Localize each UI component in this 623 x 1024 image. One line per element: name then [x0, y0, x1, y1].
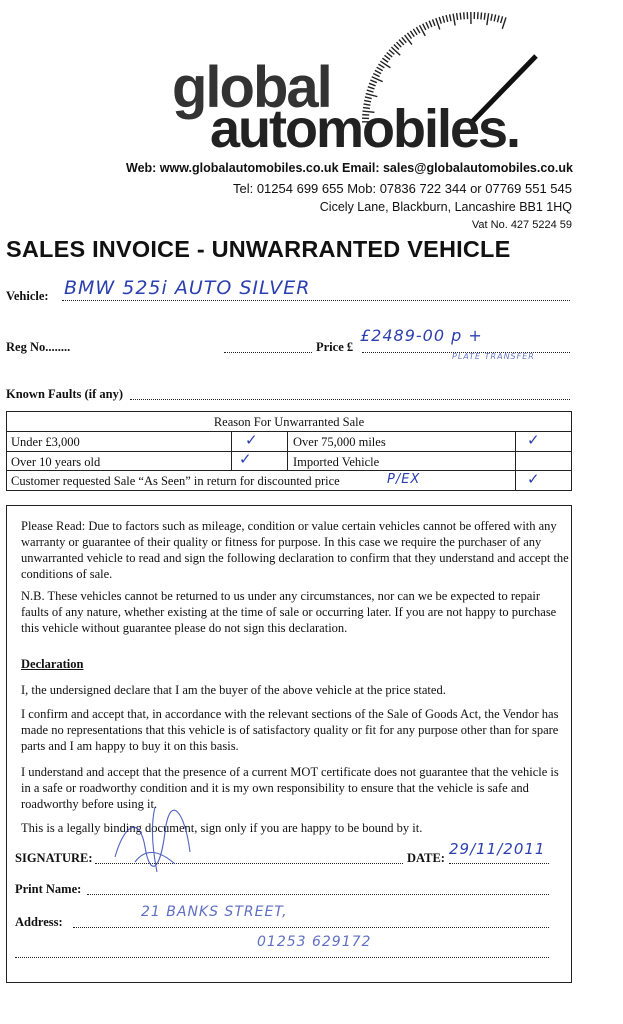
- signature-scribble-icon: [105, 802, 215, 882]
- table-row: [7, 451, 571, 471]
- reg-line: [224, 352, 312, 353]
- reason-customer-requested: Customer requested Sale “As Seen” in return for discounted price: [11, 474, 340, 488]
- signature-label: SIGNATURE:: [15, 851, 93, 865]
- address-label: Address:: [15, 915, 63, 929]
- price-note: PLATE TRANSFER: [452, 352, 535, 361]
- tick-icon: ✓: [527, 431, 540, 449]
- tick-icon: ✓: [245, 431, 258, 449]
- vehicle-line: [62, 300, 570, 301]
- reason-imported: Imported Vehicle: [293, 455, 380, 469]
- contact-vat: Vat No. 427 5224 59: [471, 219, 572, 231]
- tick-icon: ✓: [527, 470, 540, 488]
- reason-customer-note: P/EX: [387, 472, 421, 487]
- reason-over-75000: Over 75,000 miles: [293, 435, 386, 449]
- address-line-1: [73, 927, 549, 928]
- terms-box: [6, 505, 572, 983]
- reg-label: Reg No........: [6, 340, 71, 354]
- vehicle-value: BMW 525i AUTO SILVER: [64, 277, 311, 299]
- declaration-para-1: I, the undersigned declare that I am the buyer of the above vehicle at the price stated.: [21, 683, 446, 697]
- print-name-line: [87, 894, 549, 895]
- declaration-heading: Declaration: [21, 657, 84, 671]
- address-line-2: [15, 957, 549, 958]
- reason-under-3000: Under £3,000: [11, 435, 80, 449]
- declaration-para-4: This is a legally binding document, sign only if you are happy to be bound by it.: [21, 821, 423, 835]
- print-name-label: Print Name:: [15, 882, 82, 896]
- date-value: 29/11/2011: [449, 840, 546, 858]
- vehicle-label: Vehicle:: [6, 289, 49, 303]
- reason-over-10-years: Over 10 years old: [11, 455, 101, 469]
- brand-line1: global: [172, 55, 331, 120]
- price-label: Price £: [316, 340, 354, 354]
- phone-value: 01253 629172: [257, 934, 372, 950]
- date-label: DATE:: [407, 851, 445, 865]
- known-faults-label: Known Faults (if any): [6, 387, 124, 401]
- reasons-header: Reason For Unwarranted Sale: [213, 415, 365, 429]
- declaration-para-2: I confirm and accept that, in accordance with the relevant sections of the Sale of Goods Act, the Vendor has made no representations that this vehicle is of satisfactory quality or fit for any purpose other than for spare parts and I am happy to buy it on this basis.: [21, 707, 559, 753]
- brand-line2: automobiles.: [210, 99, 520, 159]
- table-row: [7, 431, 571, 452]
- contact-address: Cicely Lane, Blackburn, Lancashire BB1 1HQ: [319, 200, 572, 214]
- table-row: [7, 470, 571, 490]
- page-title: SALES INVOICE - UNWARRANTED VEHICLE: [6, 236, 511, 262]
- contact-tel: Tel: 01254 699 655 Mob: 07836 722 344 or 07769 551 545: [232, 181, 572, 196]
- price-value: £2489-00 p +: [360, 326, 483, 345]
- declaration-para-3: I understand and accept that the presence of a current MOT certificate does not guarantee that the vehicle is in a safe or roadworthy condition and it is my own responsibility to ensure that the vehicle is safe and roadworthy before using it.: [21, 765, 559, 811]
- contact-web-email: Web: www.globalautomobiles.co.uk Email: sales@globalautomobiles.co.uk: [126, 161, 573, 175]
- reasons-table: [6, 411, 572, 491]
- date-line: [449, 863, 549, 864]
- known-faults-line: [130, 399, 570, 400]
- address-value: 21 BANKS STREET,: [141, 904, 288, 920]
- terms-para-2: N.B. These vehicles cannot be returned to us under any circumstances, nor can we be expected to repair faults of any nature, whether existing at the time of sale or occurring later. If you are not happy to purchase this vehicle without guarantee please do not sign this declaration.: [21, 589, 557, 635]
- terms-para-1: Please Read: Due to factors such as mileage, condition or value certain vehicles cannot be offered with any warranty or guarantee of their quality or fitness for purpose. In this case we require the purchaser of any unwarranted vehicle to read and sign the following declaration to confirm that they understand and accept the conditions of sale.: [21, 519, 569, 581]
- tick-icon: ✓: [239, 450, 252, 468]
